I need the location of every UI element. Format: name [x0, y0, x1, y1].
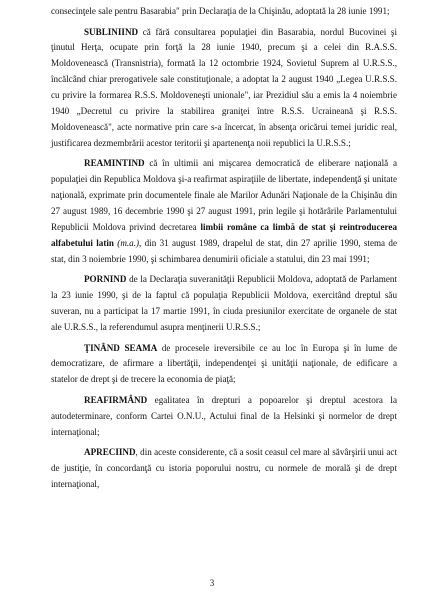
paragraph-text: că fără consultarea populaţiei din Basarabia, nordul Bucovinei şi ţinutul Herţa, ocupate prin forţă la 28 iunie 1940, precum şi a celei din R.A.S.S. Moldovenească (Transnistria), formată la 12 octombrie 1924, Sovietul Suprem al U.R.S.S., încălcând chiar prerogativele sale constituţionale, a adoptat la 2 august 1940 „Legea U.R.S.S. cu privire la formarea R.S.S. Moldoveneşti unionale", iar Prezidiul său a emis la 4 noiembrie 1940 „Decretul cu privire la stabilirea graniţei între R.S.S. Ucraineană şi R.S.S. Moldovenească", acte normative prin care s-a încercat, în absenţa oricărui temei juridic real, justificarea dezmembrării acestor teritorii şi apartenenţa noii republici la U.R.S.S.;	[51, 26, 397, 148]
paragraph-apreciind	[51, 445, 397, 493]
paragraph-text: consecinţele sale pentru Basarabia" prin Declaraţia de la Chişinău, adoptată la 28 iunie 1991;	[51, 6, 390, 16]
paragraph-pornind	[51, 272, 397, 336]
paragraph-text: că în ultimii ani mişcarea democratică de eliberare naţională a populaţiei din Republica Moldova şi-a reafirmat aspiraţiile de libertate, independenţă şi unitate naţională, exprimate prin documentele finale ale Marilor Adunări Naţionale de la Chişinău din 27 august 1989, 16 decembrie 1990 şi 27 august 1991, prin legile şi hotărârile Parlamentului Republicii Moldova privind decretarea	[51, 158, 397, 232]
paragraph-keyword: SUBLINIIND	[84, 26, 139, 37]
emphasis-bold: limbii române ca limbă de stat şi reintroducerea alfabetului latin	[51, 221, 397, 248]
paragraph-tinand-seama	[51, 341, 397, 389]
paragraph-keyword: REAFIRMÂND	[84, 394, 148, 405]
paragraph-subliniind	[51, 25, 397, 152]
paragraph-keyword: REAMINTIND	[84, 158, 145, 169]
paragraph-text: de procesele ireversibile ce au loc în Europa şi în lume de democratizare, de afirmare a libertăţii, independenţei şi unităţii naţionale, de edificare a statelor de drept şi de trecere la economia de piaţă;	[51, 342, 397, 385]
paragraph-text: , din 31 august 1989, drapelul de stat, din 27 aprilie 1990, stema de stat, din 3 noiembrie 1990, şi schimbarea denumirii oficiale a statului, din 23 mai 1991;	[51, 237, 397, 264]
paragraph-reamintind	[51, 156, 397, 267]
document-body	[51, 4, 397, 497]
paragraph-keyword: PORNIND	[84, 274, 127, 285]
emphasis-italic: (m.a.)	[113, 237, 140, 248]
paragraph-reafirmand	[51, 393, 397, 441]
paragraph-text: de la Declaraţia suveranităţii Republicii Moldova, adoptată de Parlament la 23 iunie 1990, şi de la faptul că populaţia Republicii Moldova, exercitând dreptul său suveran, nu a participat la 17 martie 1991, în ciuda presiunilor exercitate de organele de stat ale U.R.S.S., la referendumul asupra menţinerii U.R.S.S.;	[51, 274, 397, 332]
paragraph-continuation	[51, 4, 397, 20]
page-number: 3	[209, 578, 215, 588]
paragraph-text: , din aceste considerente, că a sosit ceasul cel mare al săvârşirii unui act de justiţie, în concordanţă cu istoria poporului nostru, cu normele de morală şi de drept internaţional,	[51, 447, 397, 489]
paragraph-keyword: ŢINÂND SEAMA	[84, 342, 158, 353]
paragraph-text: egalitatea în drepturi a popoarelor şi dreptul acestora la autodeterminare, conform Cartei O.N.U., Actului final de la Helsinki şi normelor de drept internaţional;	[51, 394, 397, 437]
paragraph-keyword: APRECIIND	[84, 447, 136, 458]
